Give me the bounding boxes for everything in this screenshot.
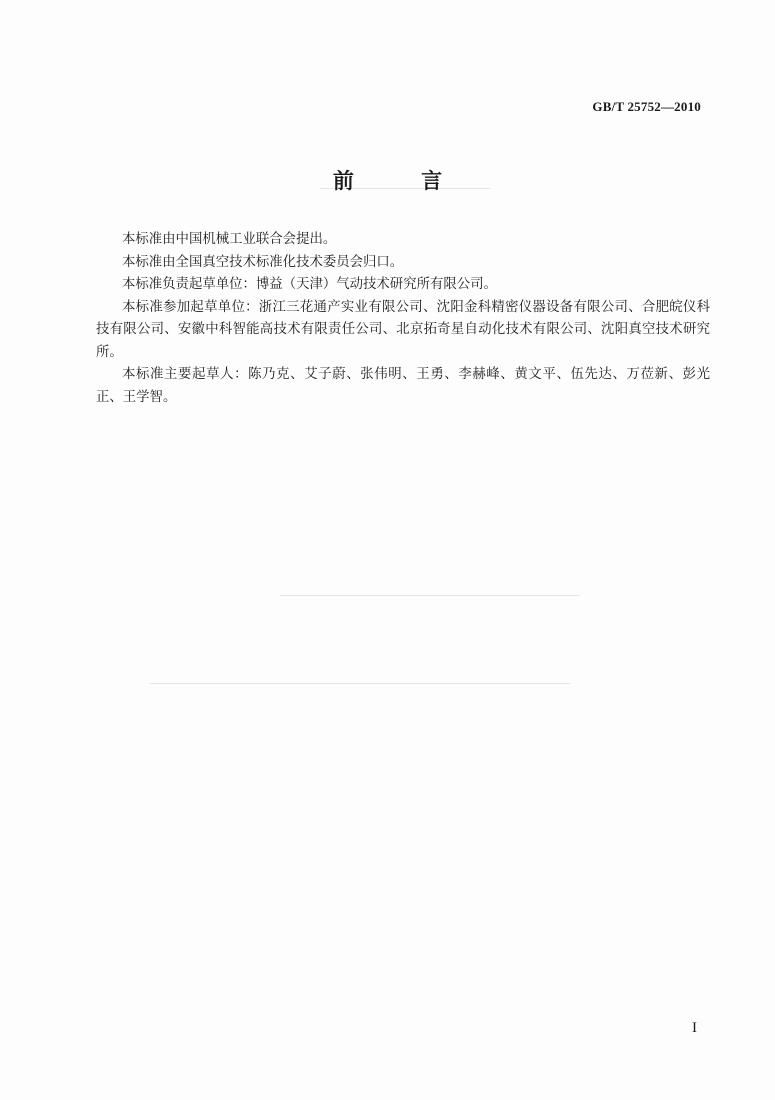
foreword-paragraph: 本标准负责起草单位：博益（天津）气动技术研究所有限公司。 bbox=[122, 277, 497, 292]
foreword-paragraph: 本标准主要起草人：陈乃克、艾子蔚、张伟明、王勇、李赫峰、黄文平、伍先达、万莅新、彭光正、王学智。 bbox=[96, 367, 710, 405]
standard-code: GB/T 25752—2010 bbox=[592, 99, 701, 114]
page-title: 前 言 bbox=[332, 169, 473, 193]
show-through-line bbox=[150, 683, 570, 684]
page-number: I bbox=[692, 1020, 697, 1036]
show-through-line bbox=[280, 595, 580, 596]
foreword-paragraph: 本标准参加起草单位：浙江三花通产实业有限公司、沈阳金科精密仪器设备有限公司、合肥皖仪科技有限公司、安徽中科智能高技术有限责任公司、北京拓奇星自动化技术有限公司、沈阳真空技术研究所。 bbox=[96, 299, 710, 360]
foreword-body bbox=[96, 229, 710, 409]
foreword-paragraph: 本标准由中国机械工业联合会提出。 bbox=[122, 232, 337, 247]
foreword-paragraph: 本标准由全国真空技术标准化技术委员会归口。 bbox=[122, 254, 404, 270]
